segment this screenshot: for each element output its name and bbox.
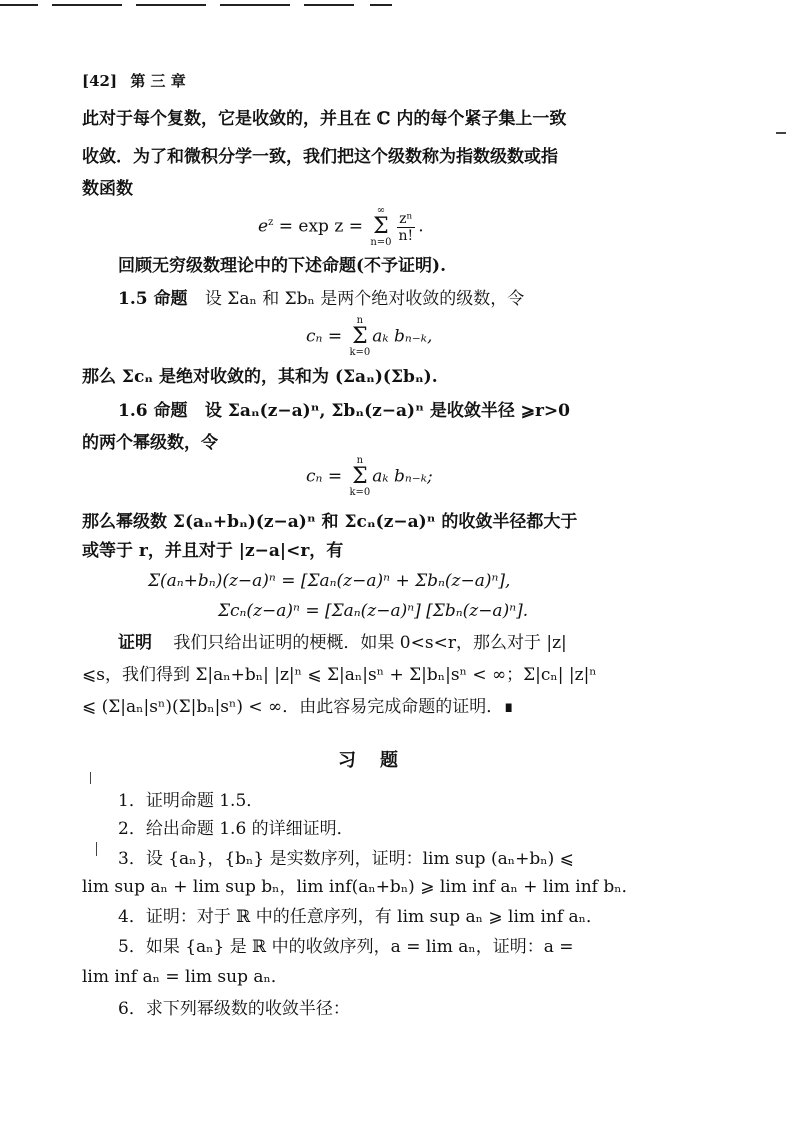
exercise-3-continued: lim sup aₙ + lim sup bₙ，lim inf(aₙ+bₙ) ⩾ lim inf aₙ + lim inf bₙ． — [82, 877, 639, 897]
top-rule-6 — [370, 4, 392, 6]
exercise-4: 4．证明：对于 ℝ 中的任意序列，有 lim sup aₙ ⩾ lim inf aₙ． — [118, 907, 604, 927]
right-margin-dash — [776, 132, 786, 134]
intro-line-2: 收敛．为了和微积分学一致，我们把这个级数称为指数级数或指 — [82, 147, 558, 167]
proof-line-3: ⩽ (Σ|aₙ|sⁿ)(Σ|bₙ|sⁿ) < ∞．由此容易完成命题的证明．∎ — [82, 697, 515, 717]
prop-1-6-eq-2: Σcₙ(z−a)ⁿ = [Σaₙ(z−a)ⁿ] [Σbₙ(z−a)ⁿ]. — [218, 601, 529, 621]
eq-exp-lhs: e — [258, 216, 269, 237]
recall-sentence: 回顾无穷级数理论中的下述命题(不予证明). — [118, 256, 447, 276]
eq-exp-mid: = exp z = — [273, 216, 369, 237]
exercise-2: 2．给出命题 1.6 的详细证明． — [118, 819, 354, 839]
prop-1-6-text-4: 或等于 r，并且对于 |z−a|<r，有 — [82, 541, 344, 561]
prop-1-5 — [118, 288, 524, 310]
top-rule-4 — [220, 4, 290, 6]
proof-label: 证明 — [118, 633, 152, 653]
exercise-1: 1．证明命题 1.5． — [118, 791, 264, 811]
prop-1-6-text-3: 那么幂级数 Σ(aₙ+bₙ)(z−a)ⁿ 和 Σcₙ(z−a)ⁿ 的收敛半径都大于 — [82, 512, 578, 532]
prop-1-5-equation: cₙ = n Σ k=0aₖ bₙ₋ₖ, — [306, 315, 433, 358]
exercise-5-continued: lim inf aₙ = lim sup aₙ． — [82, 967, 288, 987]
proof-line-2: ⩽s，我们得到 Σ|aₙ+bₙ| |z|ⁿ ⩽ Σ|aₙ|sⁿ + Σ|bₙ|sⁿ < ∞；Σ|cₙ| |z|ⁿ — [82, 665, 597, 685]
exercise-5: 5．如果 {aₙ} 是 ℝ 中的收敛序列，a = lim aₙ，证明：a = — [118, 937, 574, 957]
fraction: $\frac{\text{zⁿ}}{n!}$ — [398, 210, 414, 244]
prop-1-6 — [118, 400, 570, 422]
exercise-6: 6．求下列幂级数的收敛半径： — [118, 999, 350, 1019]
proof-line-1: 证明 我们只给出证明的梗概．如果 0<s<r，那么对于 |z| — [118, 633, 567, 653]
top-rule-1 — [0, 4, 38, 6]
prop-1-6-text-2: 的两个幂级数，令 — [82, 433, 218, 453]
intro-line-1: 此对于每个复数，它是收敛的，并且在 ℂ 内的每个紧子集上一致 — [82, 109, 567, 129]
prop-1-5-conclusion: 那么 Σcₙ 是绝对收敛的，其和为 (Σaₙ)(Σbₙ). — [82, 367, 438, 387]
page-header — [82, 70, 186, 92]
prop-1-6-text-1: 设 Σaₙ(z−a)ⁿ, Σbₙ(z−a)ⁿ 是收敛半径 ⩾r>0 — [204, 401, 571, 421]
exercises-title: 习题 — [338, 750, 422, 771]
top-rule-3 — [136, 4, 206, 6]
margin-mark-2 — [96, 842, 97, 856]
equation-exp: $e^z = \exp z$ = ∞ Σ n=0 $\frac{\text{zⁿ}}{n!}$ . — [258, 205, 424, 248]
intro-line-3: 数函数 — [82, 179, 133, 199]
prop-1-5-label: 1.5 命题 — [118, 289, 188, 309]
top-rule-5 — [304, 4, 354, 6]
margin-mark-1 — [90, 772, 91, 784]
prop-1-6-equation: cₙ = n Σ k=0aₖ bₙ₋ₖ; — [306, 455, 433, 498]
prop-1-6-eq-1: Σ(aₙ+bₙ)(z−a)ⁿ = [Σaₙ(z−a)ⁿ + Σbₙ(z−a)ⁿ], — [148, 571, 511, 591]
sum-symbol: ∞ Σ n=0 — [370, 205, 392, 248]
prop-1-6-label: 1.6 命题 — [118, 401, 188, 421]
chapter-title: 第 三 章 — [130, 72, 186, 90]
prop-1-5-text: 设 Σaₙ 和 Σbₙ 是两个绝对收敛的级数，令 — [204, 289, 525, 309]
exercise-3: 3．设 {aₙ}，{bₙ} 是实数序列，证明：lim sup (aₙ+bₙ) ⩽ — [118, 849, 574, 869]
eq-exp-sup: z — [268, 216, 274, 228]
top-rule-2 — [52, 4, 122, 6]
page-number: [42] — [82, 72, 118, 90]
